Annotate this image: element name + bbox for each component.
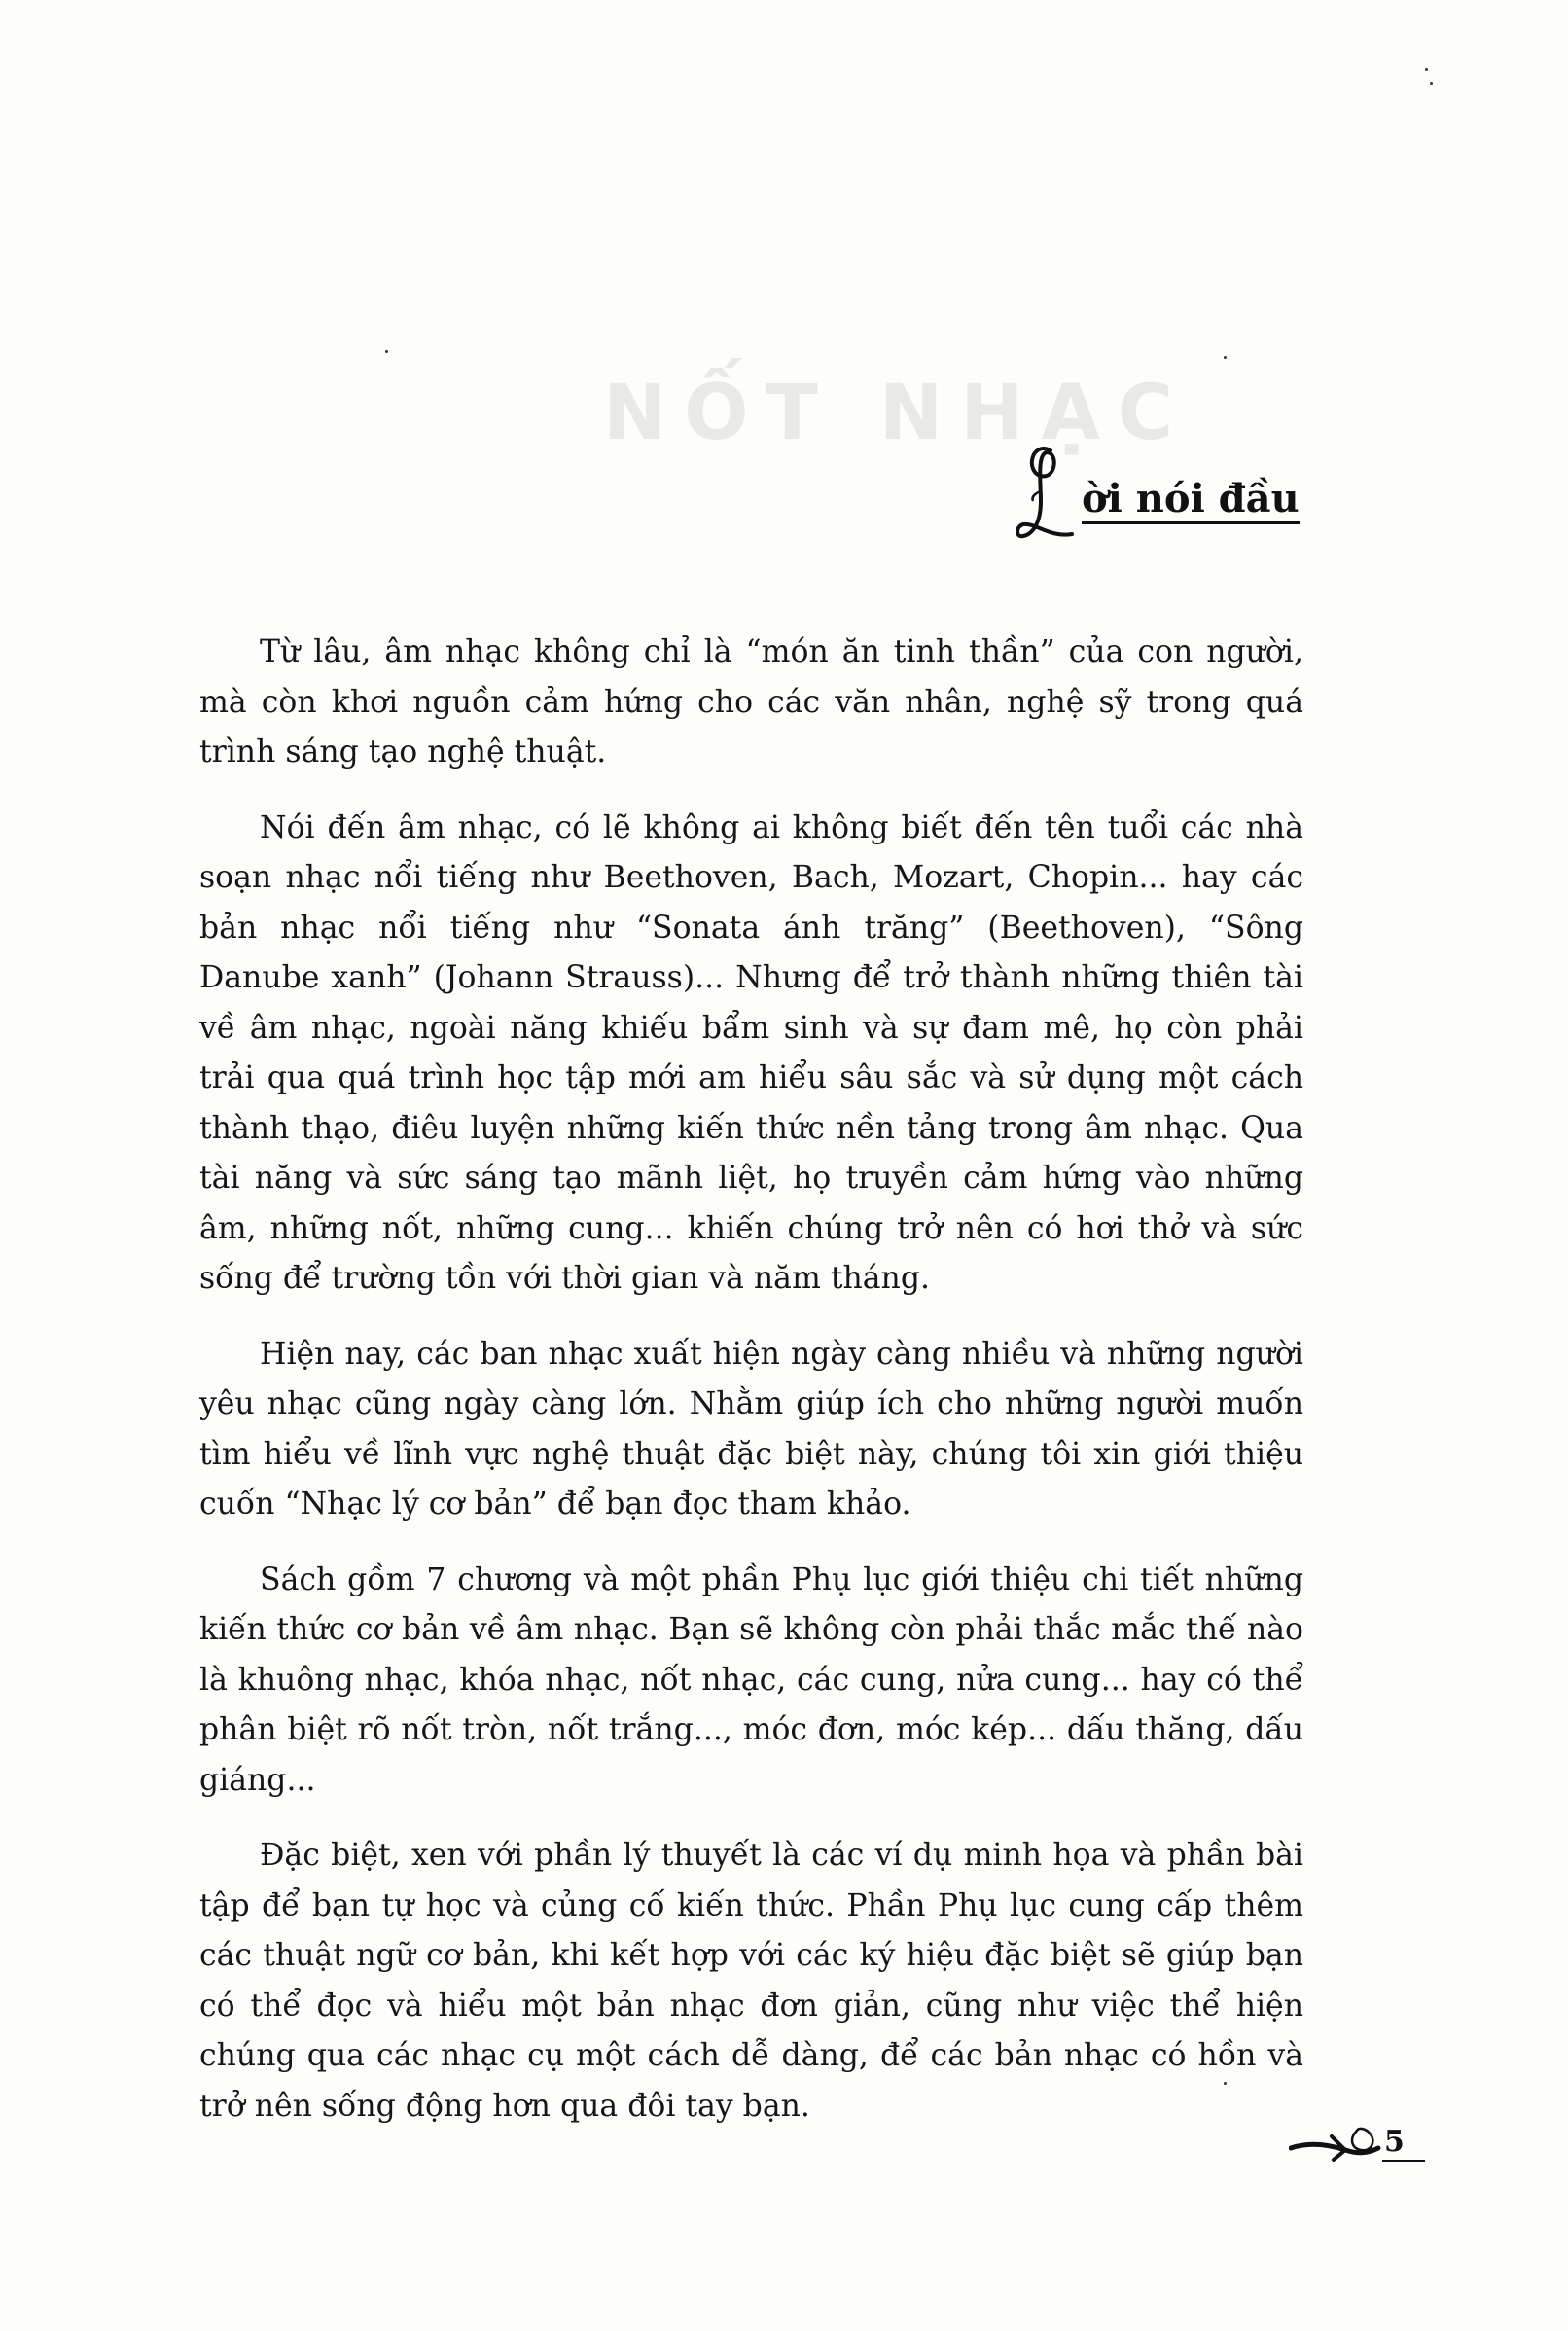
bleed-through-watermark: NỐT NHẠC bbox=[603, 370, 1192, 457]
paragraph: Từ lâu, âm nhạc không chỉ là “món ăn tinh thần” của con người, mà còn khơi nguồn cảm hứng cho các văn nhân, nghệ sỹ trong quá trình sáng tạo nghệ thuật. bbox=[199, 634, 1303, 770]
paragraph: Đặc biệt, xen với phần lý thuyết là các ví dụ minh họa và phần bài tập để bạn tự học và củng cố kiến thức. Phần Phụ lục cung cấp thêm các thuật ngữ cơ bản, khi kết hợp với các ký hiệu đặc biệt sẽ giúp bạn có thể đọc và hiểu một bản nhạc đơn giản, cũng như việc thể hiện chúng qua các nhạc cụ một cách dễ dàng, để các bản nhạc có hồn và trở nên sống động hơn qua đôi tay bạn. bbox=[199, 1838, 1303, 2124]
chapter-heading bbox=[1012, 433, 1303, 559]
page-number: 5 bbox=[1384, 2125, 1405, 2159]
page-footer bbox=[1289, 2121, 1430, 2168]
preface-body bbox=[199, 628, 1303, 2157]
ornamental-initial-l-icon bbox=[1012, 433, 1080, 550]
footer-rule bbox=[1382, 2160, 1425, 2162]
music-ornament-icon bbox=[1289, 2121, 1386, 2168]
paragraph: Hiện nay, các ban nhạc xuất hiện ngày càng nhiều và những người yêu nhạc cũng ngày càng lớn. Nhằm giúp ích cho những người muốn tìm hiểu về lĩnh vực nghệ thuật đặc biệt này, chúng tôi xin giới thiệu cuốn “Nhạc lý cơ bản” để bạn đọc tham khảo. bbox=[199, 1336, 1303, 1522]
paper-speck bbox=[1425, 68, 1428, 71]
paper-speck bbox=[1430, 82, 1433, 85]
paper-speck bbox=[385, 350, 388, 353]
paper-speck bbox=[1224, 356, 1227, 359]
paragraph: Sách gồm 7 chương và một phần Phụ lục giới thiệu chi tiết những kiến thức cơ bản về âm nhạc. Bạn sẽ không còn phải thắc mắc thế nào là khuông nhạc, khóa nhạc, nốt nhạc, các cung, nửa cung... hay có thể phân biệt rõ nốt tròn, nốt trắng..., móc đơn, móc kép... dấu thăng, dấu giáng... bbox=[199, 1561, 1303, 1798]
heading-text: ời nói đầu bbox=[1082, 477, 1300, 524]
paragraph: Nói đến âm nhạc, có lẽ không ai không biết đến tên tuổi các nhà soạn nhạc nổi tiếng như Beethoven, Bach, Mozart, Chopin... hay các bản nhạc nổi tiếng như “Sonata ánh trăng” (Beethoven), “Sông Danube xanh” (Johann Strauss)... Nhưng để trở thành những thiên tài về âm nhạc, ngoài năng khiếu bẩm sinh và sự đam mê, họ còn phải trải qua quá trình học tập mới am hiểu sâu sắc và sử dụng một cách thành thạo, điêu luyện những kiến thức nền tảng trong âm nhạc. Qua tài năng và sức sáng tạo mãnh liệt, họ truyền cảm hứng vào những âm, những nốt, những cung... khiến chúng trở nên có hơi thở và sức sống để trường tồn với thời gian và năm tháng. bbox=[199, 809, 1303, 1296]
